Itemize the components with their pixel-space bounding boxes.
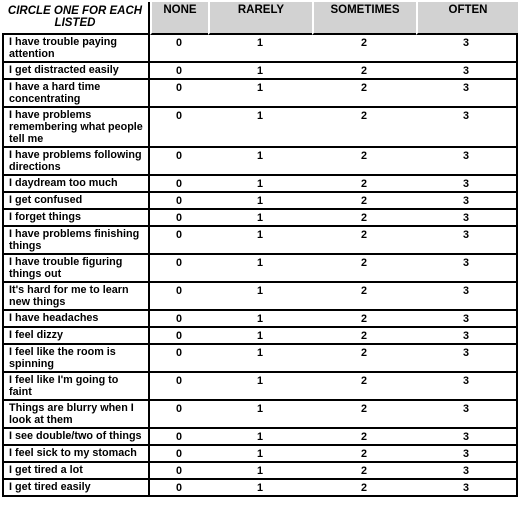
rating-option-sometimes[interactable]: 2	[312, 283, 416, 311]
rating-option-rarely[interactable]: 1	[208, 463, 312, 480]
table-row	[2, 148, 518, 176]
rating-option-none[interactable]: 0	[150, 429, 208, 446]
rating-option-none[interactable]: 0	[150, 373, 208, 401]
symptom-label: I have problems following directions	[2, 148, 150, 176]
rating-option-often[interactable]: 3	[416, 255, 518, 283]
symptom-label: I have problems finishing things	[2, 227, 150, 255]
rating-option-rarely[interactable]: 1	[208, 148, 312, 176]
rating-option-sometimes[interactable]: 2	[312, 148, 416, 176]
rating-option-often[interactable]: 3	[416, 446, 518, 463]
symptom-label: I feel like I'm going to faint	[2, 373, 150, 401]
symptom-rows	[2, 35, 518, 497]
rating-option-sometimes[interactable]: 2	[312, 210, 416, 227]
column-header-often: OFTEN	[416, 2, 518, 35]
table-row	[2, 176, 518, 193]
rating-option-often[interactable]: 3	[416, 328, 518, 345]
rating-option-none[interactable]: 0	[150, 227, 208, 255]
rating-option-rarely[interactable]: 1	[208, 429, 312, 446]
table-header-row	[2, 2, 518, 35]
rating-option-none[interactable]: 0	[150, 108, 208, 148]
rating-option-often[interactable]: 3	[416, 148, 518, 176]
rating-option-sometimes[interactable]: 2	[312, 35, 416, 63]
rating-option-often[interactable]: 3	[416, 429, 518, 446]
rating-option-none[interactable]: 0	[150, 210, 208, 227]
rating-option-sometimes[interactable]: 2	[312, 373, 416, 401]
rating-option-rarely[interactable]: 1	[208, 283, 312, 311]
rating-option-often[interactable]: 3	[416, 311, 518, 328]
table-row	[2, 193, 518, 210]
table-row	[2, 328, 518, 345]
symptom-label: I get confused	[2, 193, 150, 210]
rating-option-rarely[interactable]: 1	[208, 176, 312, 193]
table-row	[2, 210, 518, 227]
symptom-label: I have a hard time concentrating	[2, 80, 150, 108]
rating-option-sometimes[interactable]: 2	[312, 311, 416, 328]
rating-option-often[interactable]: 3	[416, 373, 518, 401]
table-row	[2, 446, 518, 463]
rating-option-none[interactable]: 0	[150, 480, 208, 497]
rating-option-none[interactable]: 0	[150, 80, 208, 108]
rating-option-often[interactable]: 3	[416, 283, 518, 311]
rating-option-none[interactable]: 0	[150, 283, 208, 311]
rating-option-rarely[interactable]: 1	[208, 80, 312, 108]
symptom-label: I get tired easily	[2, 480, 150, 497]
symptom-label: I see double/two of things	[2, 429, 150, 446]
rating-option-sometimes[interactable]: 2	[312, 80, 416, 108]
rating-option-rarely[interactable]: 1	[208, 108, 312, 148]
symptom-label: I feel like the room is spinning	[2, 345, 150, 373]
rating-option-often[interactable]: 3	[416, 345, 518, 373]
rating-option-none[interactable]: 0	[150, 35, 208, 63]
symptom-label: I forget things	[2, 210, 150, 227]
rating-option-sometimes[interactable]: 2	[312, 227, 416, 255]
column-header-none: NONE	[150, 2, 208, 35]
rating-option-rarely[interactable]: 1	[208, 227, 312, 255]
rating-option-none[interactable]: 0	[150, 148, 208, 176]
rating-option-sometimes[interactable]: 2	[312, 446, 416, 463]
rating-option-none[interactable]: 0	[150, 193, 208, 210]
table-row	[2, 463, 518, 480]
rating-option-sometimes[interactable]: 2	[312, 255, 416, 283]
rating-option-rarely[interactable]: 1	[208, 401, 312, 429]
rating-option-none[interactable]: 0	[150, 63, 208, 80]
instruction-header: CIRCLE ONE FOR EACH LISTED	[2, 2, 150, 35]
table-row	[2, 35, 518, 63]
rating-option-sometimes[interactable]: 2	[312, 480, 416, 497]
rating-option-none[interactable]: 0	[150, 311, 208, 328]
rating-option-none[interactable]: 0	[150, 255, 208, 283]
symptom-label: I feel dizzy	[2, 328, 150, 345]
rating-option-sometimes[interactable]: 2	[312, 429, 416, 446]
symptom-label: It's hard for me to learn new things	[2, 283, 150, 311]
rating-option-rarely[interactable]: 1	[208, 373, 312, 401]
rating-option-sometimes[interactable]: 2	[312, 193, 416, 210]
symptom-label: I get distracted easily	[2, 63, 150, 80]
rating-option-sometimes[interactable]: 2	[312, 463, 416, 480]
rating-option-sometimes[interactable]: 2	[312, 401, 416, 429]
table-row	[2, 345, 518, 373]
rating-option-often[interactable]: 3	[416, 108, 518, 148]
rating-option-often[interactable]: 3	[416, 193, 518, 210]
rating-option-none[interactable]: 0	[150, 446, 208, 463]
rating-option-sometimes[interactable]: 2	[312, 108, 416, 148]
rating-option-often[interactable]: 3	[416, 401, 518, 429]
rating-option-none[interactable]: 0	[150, 176, 208, 193]
table-row	[2, 283, 518, 311]
rating-option-often[interactable]: 3	[416, 80, 518, 108]
rating-option-rarely[interactable]: 1	[208, 345, 312, 373]
rating-option-rarely[interactable]: 1	[208, 328, 312, 345]
symptom-table	[2, 2, 518, 497]
rating-option-none[interactable]: 0	[150, 345, 208, 373]
symptom-label: I have headaches	[2, 311, 150, 328]
rating-option-none[interactable]: 0	[150, 401, 208, 429]
rating-option-often[interactable]: 3	[416, 35, 518, 63]
column-header-rarely: RARELY	[208, 2, 312, 35]
rating-option-rarely[interactable]: 1	[208, 35, 312, 63]
table-row	[2, 373, 518, 401]
column-header-sometimes: SOMETIMES	[312, 2, 416, 35]
table-row	[2, 480, 518, 497]
table-row	[2, 255, 518, 283]
rating-option-often[interactable]: 3	[416, 63, 518, 80]
rating-option-sometimes[interactable]: 2	[312, 345, 416, 373]
symptom-label: I daydream too much	[2, 176, 150, 193]
rating-option-rarely[interactable]: 1	[208, 255, 312, 283]
symptom-label: I get tired a lot	[2, 463, 150, 480]
rating-option-often[interactable]: 3	[416, 463, 518, 480]
symptom-label: I feel sick to my stomach	[2, 446, 150, 463]
rating-option-sometimes[interactable]: 2	[312, 328, 416, 345]
rating-option-none[interactable]: 0	[150, 328, 208, 345]
table-row	[2, 429, 518, 446]
rating-option-sometimes[interactable]: 2	[312, 176, 416, 193]
rating-option-rarely[interactable]: 1	[208, 446, 312, 463]
rating-option-often[interactable]: 3	[416, 210, 518, 227]
table-row	[2, 401, 518, 429]
symptom-label: I have trouble figuring things out	[2, 255, 150, 283]
rating-option-none[interactable]: 0	[150, 463, 208, 480]
symptom-label: Things are blurry when I look at them	[2, 401, 150, 429]
rating-option-rarely[interactable]: 1	[208, 210, 312, 227]
rating-option-rarely[interactable]: 1	[208, 480, 312, 497]
rating-option-sometimes[interactable]: 2	[312, 63, 416, 80]
rating-option-often[interactable]: 3	[416, 227, 518, 255]
table-row	[2, 63, 518, 80]
rating-option-rarely[interactable]: 1	[208, 311, 312, 328]
table-row	[2, 80, 518, 108]
symptom-label: I have trouble paying attention	[2, 35, 150, 63]
symptom-label: I have problems remembering what people tell me	[2, 108, 150, 148]
table-row	[2, 108, 518, 148]
rating-option-often[interactable]: 3	[416, 480, 518, 497]
table-row	[2, 227, 518, 255]
rating-option-often[interactable]: 3	[416, 176, 518, 193]
rating-option-rarely[interactable]: 1	[208, 63, 312, 80]
rating-option-rarely[interactable]: 1	[208, 193, 312, 210]
table-row	[2, 311, 518, 328]
